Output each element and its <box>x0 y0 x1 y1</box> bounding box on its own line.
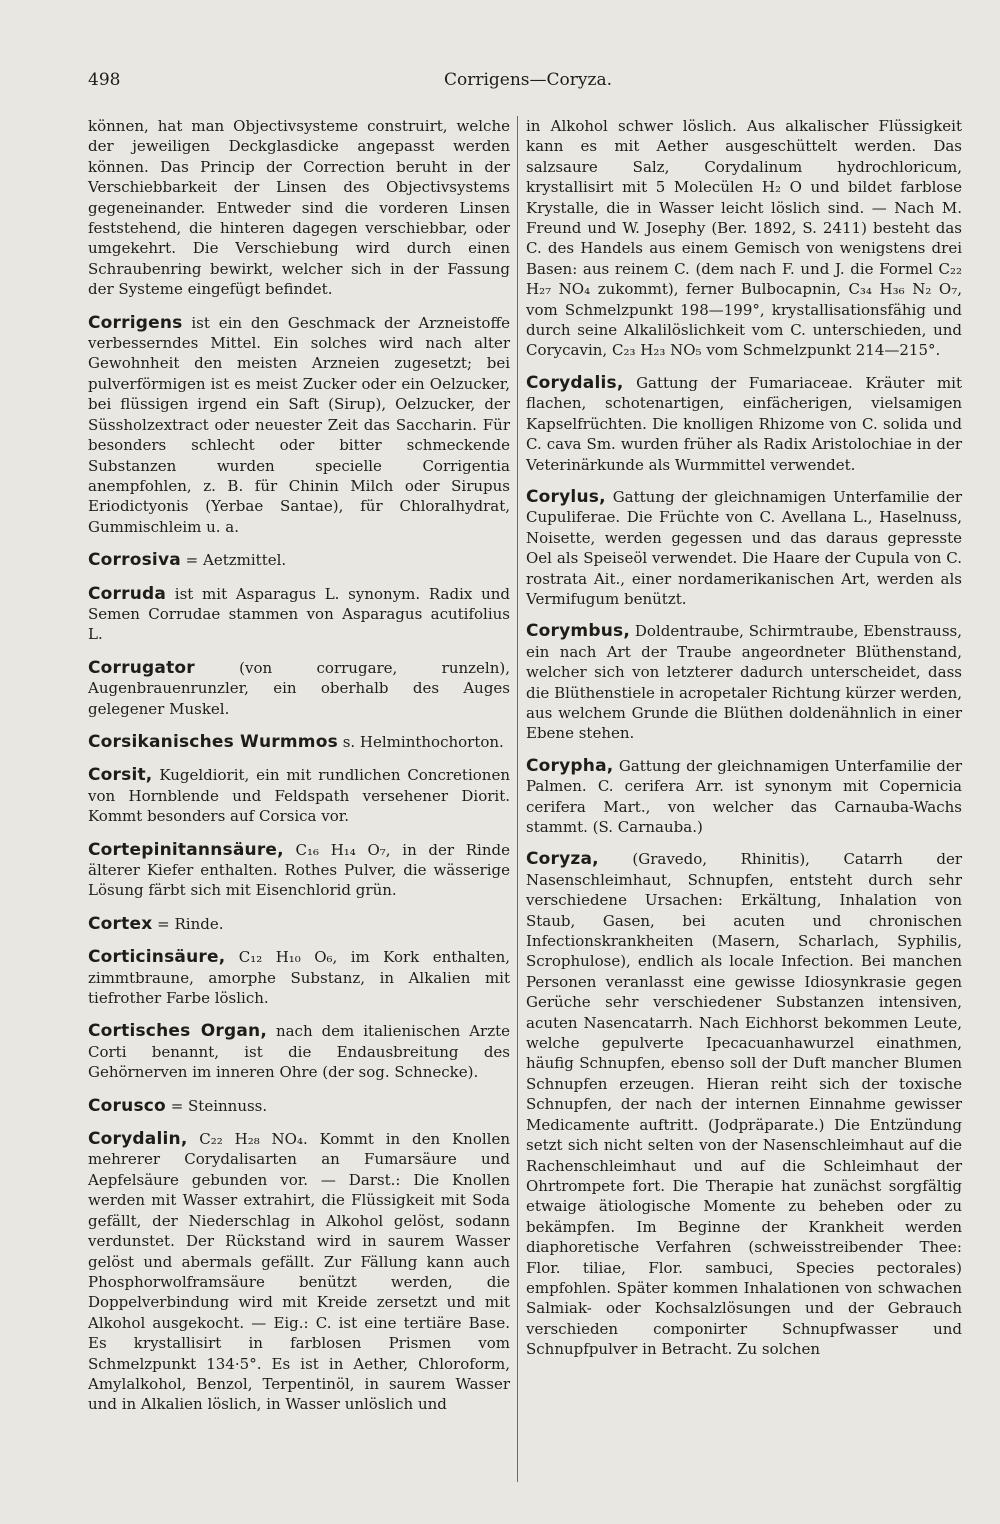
entry-text: (Gravedo, Rhinitis), Catarrh der Nasenschleimhaut, Schnupfen, entsteht durch sehr verschiedene Ursachen: Erkältung, Inhalation von Staub, Gasen, bei acuten und chronischen Infectionskrankheiten (Masern, Scharlach, Syphilis, Scrophulose), endlich als locale Infection. Bei manchen Personen veranlasst eine gewisse Idiosynkrasie gegen Gerüche sehr verschiedener Substanzen intensiven, acuten Nasencatarrh. Nach Eichhorst bekommen Leute, welche gepulverte Ipecacuanhawurzel einathmen, häufig Schnupfen, ebenso soll der Duft mancher Blumen Schnupfen erzeugen. Hieran reiht sich der toxische Schnupfen, der nach der internen Einnahme gewisser Medicamente auftritt. (Jodpräparate.) Die Entzündung setzt sich nicht selten von der Nasenschleimhaut auf die Rachenschleimhaut und auf die Schleimhaut der Ohrtrompete fort. Die Therapie hat zunächst sorgfältig etwaige ätiologische Momente zu beheben oder zu bekämpfen. Im Beginne der Krankheit werden diaphoretische Verfahren (schweisstreibender Thee: Flor. tiliae, Flor. sambuci, Species pectorales) empfohlen. Später kommen Inhalationen von schwachen Salmiak- oder Kochsalzlösungen und der Gebrauch verschieden componirter Schnupfwasser und Schnupfpulver in Betracht. Zu solchen <box>526 850 962 1359</box>
entry-text: C₁₂ H₁₀ O₆, im Kork enthalten, zimmtbraune, amorphe Substanz, in Alkalien mit tiefrother Farbe löslich. <box>88 948 510 1008</box>
entry-text: C₂₂ H₂₈ NO₄. Kommt in den Knollen mehrerer Corydalisarten an Fumarsäure und Aepfelsäure gebunden vor. — Darst.: Die Knollen werden mit Wasser extrahirt, die Flüssigkeit mit Soda gefällt, der Niederschlag in Alkohol gelöst, sodann verdunstet. Der Rückstand wird in saurem Wasser gelöst und abermals gefällt. Zur Fällung kann auch Phosphorwolframsäure benützt werden, die Doppelverbindung wird mit Kreide zersetzt und mit Alkohol ausgekocht. — Eig.: C. ist eine tertiäre Base. Es krystallisirt in farblosen Prismen vom Schmelzpunkt 134·5°. Es ist in Aether, Chloroform, Amylalkohol, Benzol, Terpentinöl, in saurem Wasser und in Alkalien löslich, in Wasser unlöslich und <box>88 1130 510 1414</box>
running-head <box>88 70 968 100</box>
entry-headword: Cortepinitannsäure, <box>88 839 284 860</box>
dictionary-entry-corrugator <box>88 658 510 719</box>
entry-headword: Corruda <box>88 583 167 604</box>
entry-text: = Steinnuss. <box>165 1096 268 1115</box>
entry-text: nach dem italienischen Arzte Corti benannt, ist die Endausbreitung des Gehörnerven im inneren Ohre (der sog. Schnecke). <box>88 1022 511 1082</box>
entry-text: Gattung der gleichnamigen Unterfamilie der Cupuliferae. Die Früchte von C. Avellana L., Haselnuss, Noisette, werden gegessen und das daraus gepresste Oel als Speiseöl verwendet. Die Haare der Cupula von C. rostrata Ait., einer nordamerikanischen Art, werden als Vermifugum benützt. <box>526 487 962 608</box>
entry-headword: Corypha, <box>526 755 614 776</box>
entry-text: Gattung der Fumariaceae. Kräuter mit flachen, schotenartigen, einfächerigen, vielsamigen Kapselfrüchten. Die knolligen Rhizome von C. solida und C. cava Sm. wurden früher als Radix Aristolochiae in der Veterinärkunde als Wurmmittel verwendet. <box>526 373 962 474</box>
entry-headword: Corticinsäure, <box>88 947 226 968</box>
column-divider <box>517 116 518 1482</box>
running-title: Corrigens—Coryza. <box>443 70 613 90</box>
entry-headword: Corusco <box>88 1095 166 1116</box>
dictionary-entry-corticinsaeure <box>88 947 510 1008</box>
entry-headword: Corrosiva <box>88 550 181 571</box>
dictionary-entry-corrosiva <box>88 550 510 570</box>
entry-text: können, hat man Objectivsysteme construirt, welche der jeweiligen Deckglasdicke angepasst werden können. Das Princip der Correction beruht in der Verschiebbarkeit der Linsen des Objectivsystems gegeneinander. Entweder sind die vorderen Linsen feststehend, die hinteren dagegen verschiebbar, oder umgekehrt. Die Verschiebung wird durch einen Schraubenring bewirkt, welcher sich in der Fassung der Systeme eingefügt befindet. <box>88 117 510 299</box>
dictionary-entry-corypha <box>526 756 962 838</box>
dictionary-entry-corrigens <box>88 313 510 537</box>
entry-text: Gattung der gleichnamigen Unterfamilie der Palmen. C. cerifera Arr. ist synonym mit Copernicia cerifera Mart., von welcher das Carnauba-Wachs stammt. (S. Carnauba.) <box>526 756 962 836</box>
right-column <box>526 116 962 1372</box>
entry-text: ist ein den Geschmack der Arzneistoffe verbesserndes Mittel. Ein solches wird nach alter Gewohnheit den meisten Arzneien zugesetzt; bei pulverförmigen ist es meist Zucker oder ein Oelzucker, bei flüssigen irgend ein Saft (Sirup), Oelzucker, der Süssholzextract oder neuester Zeit das Saccharin. Für besonders schlecht oder bitter schmeckende Substanzen wurden specielle Corrigentia anempfohlen, z. B. für Chinin Milch oder Sirupus Eriodictyonis (Yerbae Santae), für Chloralhydrat, Gummischleim u. a. <box>88 313 510 536</box>
entry-headword: Corrugator <box>88 657 195 678</box>
dictionary-entry-cortepinitannsaeure <box>88 840 510 901</box>
entry-headword: Corydalin, <box>88 1129 188 1150</box>
dictionary-entry-corymbus <box>526 621 962 743</box>
dictionary-entry-corruda <box>88 584 510 645</box>
entry-headword: Cortex <box>88 913 153 934</box>
dictionary-entry-corylus <box>526 487 962 609</box>
dictionary-entry-corydalis <box>526 373 962 475</box>
left-column <box>88 116 510 1428</box>
dictionary-entry-corydalin-cont <box>526 116 962 361</box>
entry-text: Kugeldiorit, ein mit rundlichen Concretionen von Hornblende und Feldspath versehener Diorit. Kommt besonders auf Corsica vor. <box>88 766 510 826</box>
entry-text: s. Helminthochorton. <box>337 732 504 751</box>
entry-text: C₁₆ H₁₄ O₇, in der Rinde älterer Kiefer enthalten. Rothes Pulver, die wässerige Lösung färbt sich mit Eisenchlorid grün. <box>88 840 510 900</box>
dictionary-entry-corsikanisches-wurmmoos <box>88 732 510 752</box>
entry-headword: Corymbus, <box>526 621 630 642</box>
entry-headword: Corsikanisches Wurmmos <box>88 731 338 752</box>
entry-headword: Corydalis, <box>526 372 624 393</box>
entry-text: in Alkohol schwer löslich. Aus alkalischer Flüssigkeit kann es mit Aether ausgeschüttelt werden. Das salzsaure Salz, Corydalinum hydrochloricum, krystallisirt mit 5 Molecülen H₂ O und bildet farblose Krystalle, die in Wasser leicht löslich sind. — Nach M. Freund und W. Josephy (Ber. 1892, S. 2411) besteht das C. des Handels aus einem Gemisch von wenigstens drei Basen: aus reinem C. (dem nach F. und J. die Formel C₂₂ H₂₇ NO₄ zukommt), ferner Bulbocapnin, C₃₄ H₃₆ N₂ O₇, vom Schmelzpunkt 198—199°, krystallisationsfähig und durch seine Alkalilöslichkeit vom C. unterschieden, und Corycavin, C₂₃ H₂₃ NO₅ vom Schmelzpunkt 214—215°. <box>526 117 962 360</box>
entry-headword: Corrigens <box>88 312 183 333</box>
entry-text: ist mit Asparagus L. synonym. Radix und Semen Corrudae stammen von Asparagus acutifolius L. <box>88 584 510 644</box>
entry-text: (von corrugare, runzeln), Augenbrauenrunzler, ein oberhalb des Auges gelegener Muskel. <box>88 658 510 718</box>
dictionary-entry-corsit <box>88 765 510 826</box>
dictionary-entry-corydalin <box>88 1129 510 1415</box>
dictionary-entry-coryza <box>526 849 962 1359</box>
dictionary-entry-objectiv-cont <box>88 116 510 300</box>
entry-headword: Cortisches Organ, <box>88 1021 267 1042</box>
dictionary-entry-cortisches-organ <box>88 1021 510 1082</box>
entry-headword: Corylus, <box>526 486 606 507</box>
entry-text: = Rinde. <box>152 914 224 933</box>
dictionary-entry-cortex <box>88 914 510 934</box>
entry-text: Doldentraube, Schirmtraube, Ebenstrauss, ein nach Art der Traube angeordneter Blüthenstand, welcher sich von letzterer dadurch unterscheidet, dass die Blüthenstiele in acropetaler Richtung kürzer werden, aus welchem Grunde die Blüthen doldenähnlich in einer Ebene stehen. <box>526 622 962 743</box>
entry-text: = Aetzmittel. <box>180 551 287 570</box>
entry-headword: Corsit, <box>88 765 153 786</box>
page-number: 498 <box>88 70 121 90</box>
entry-headword: Coryza, <box>526 849 599 870</box>
dictionary-entry-corusco <box>88 1096 510 1116</box>
